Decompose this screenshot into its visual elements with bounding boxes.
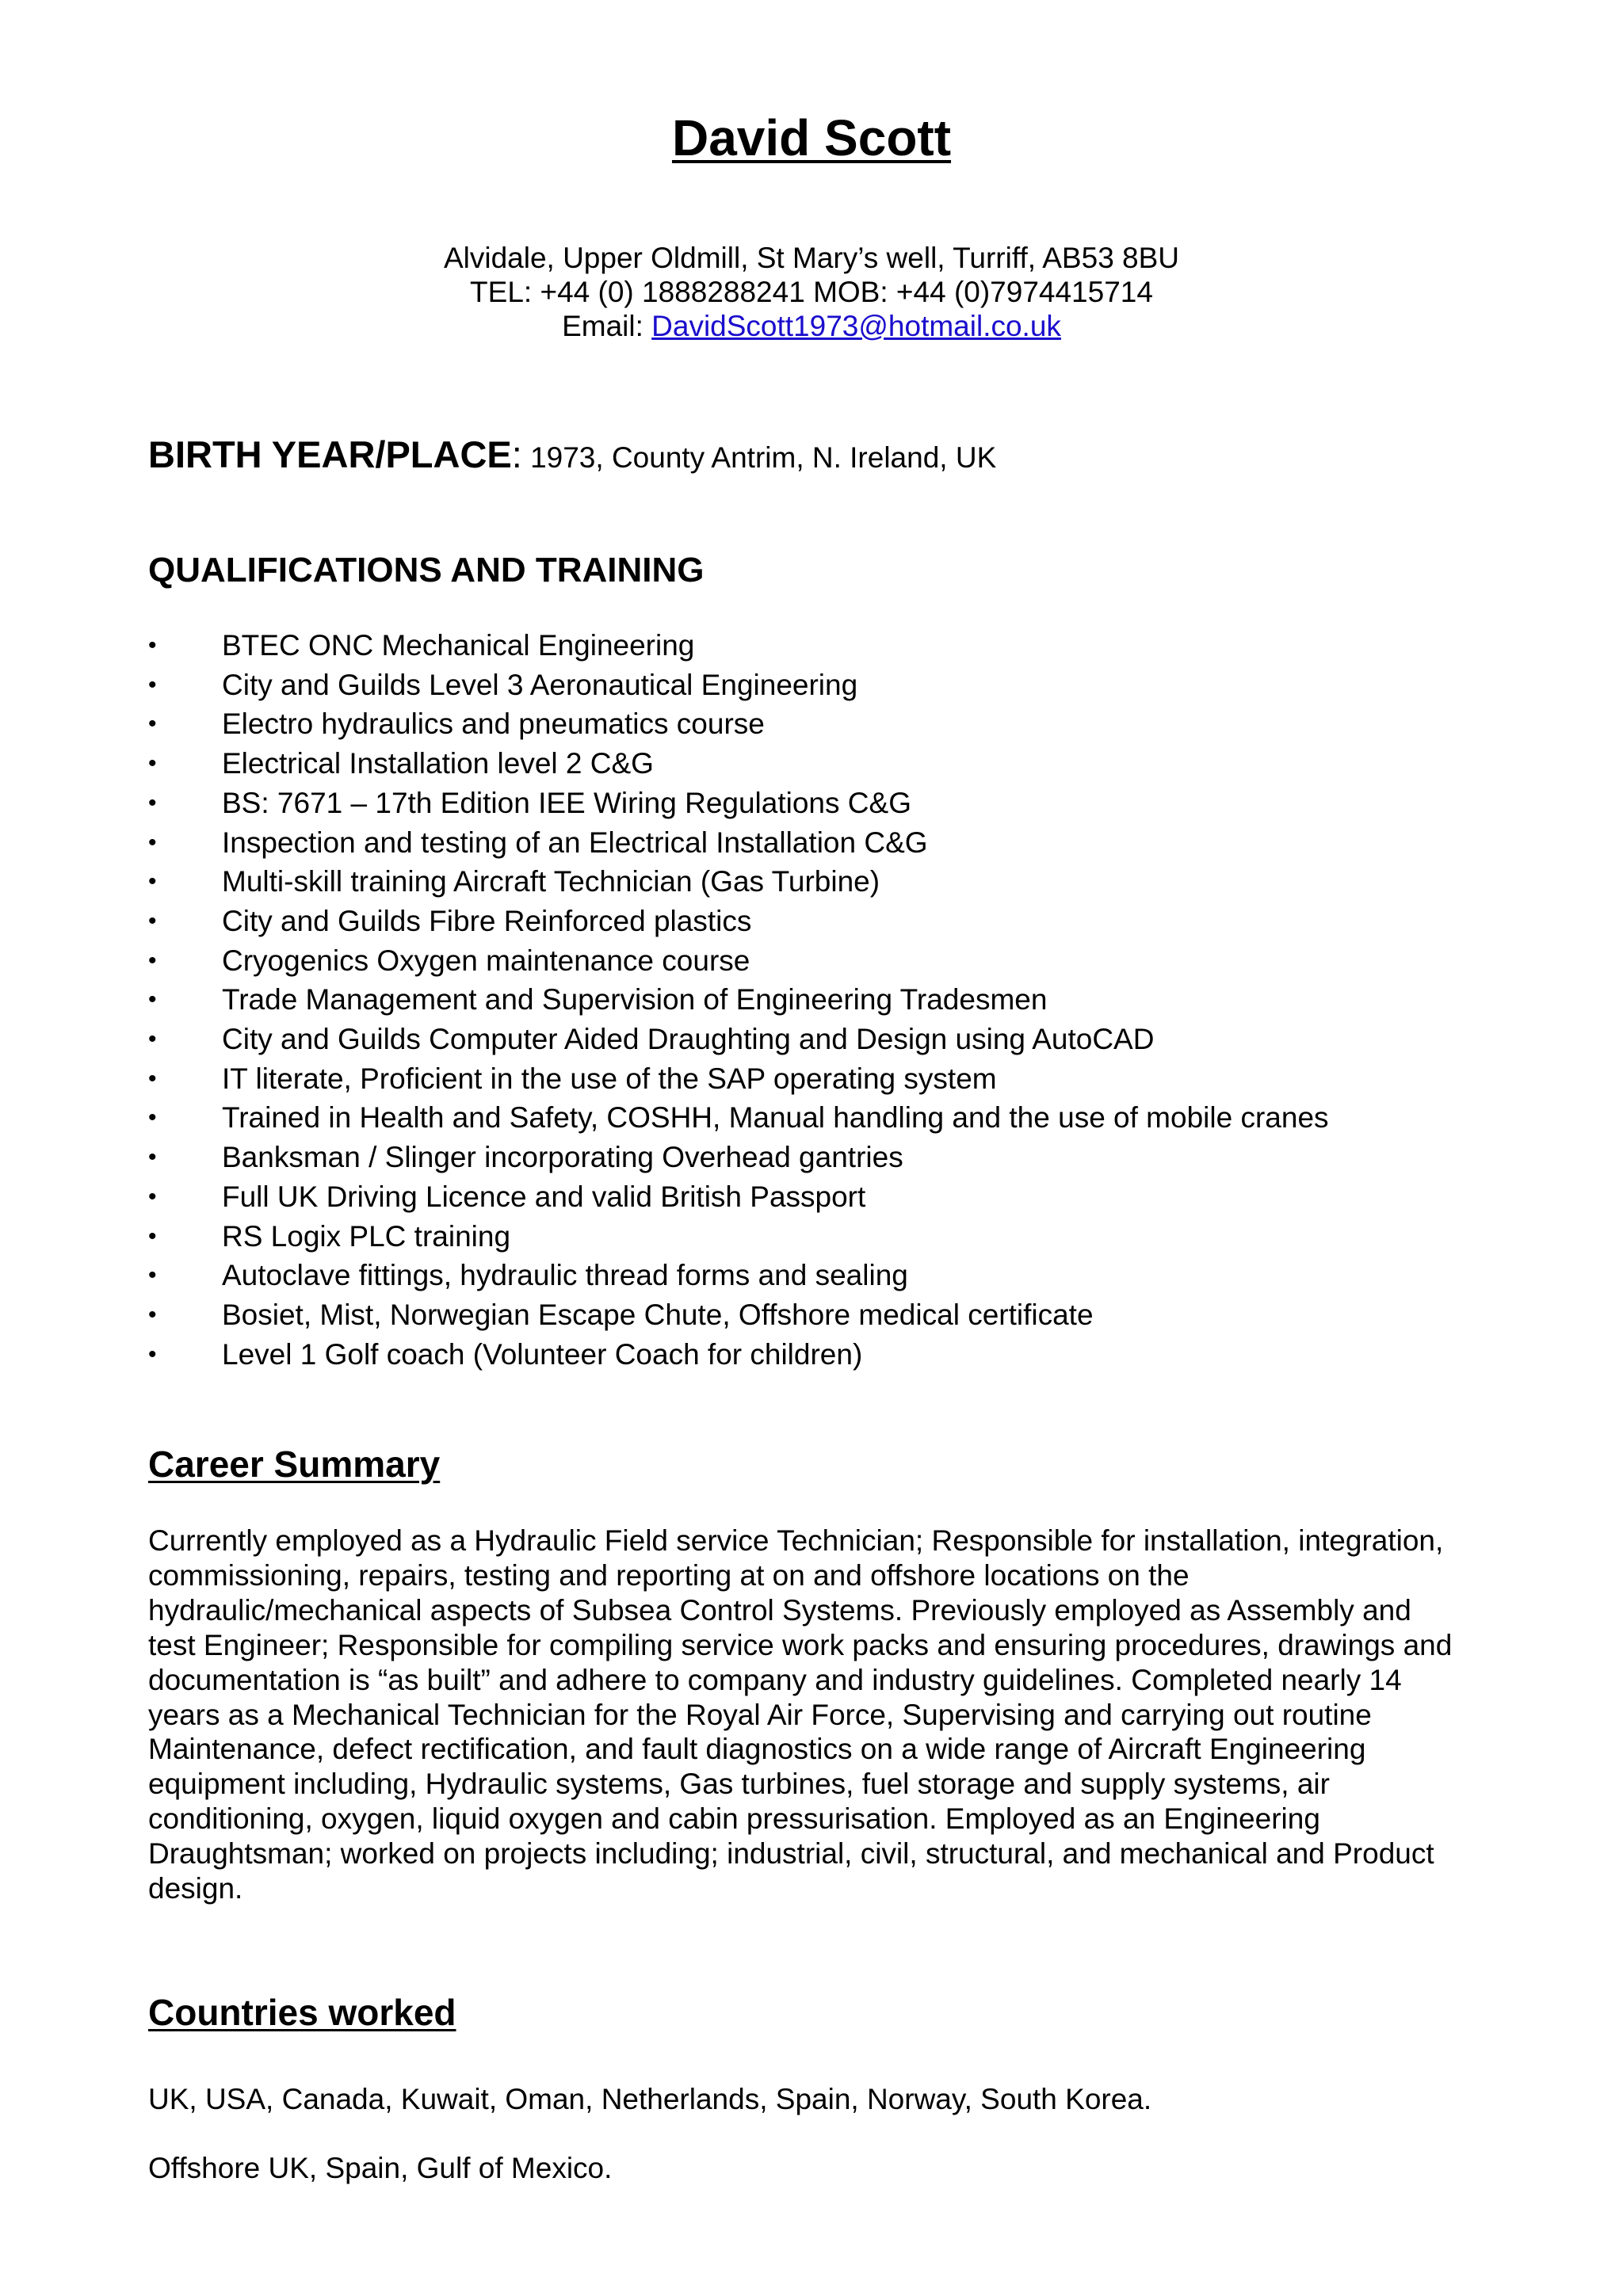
email-label: Email: xyxy=(562,310,652,342)
qualification-text: City and Guilds Computer Aided Draughting and Design using AutoCAD xyxy=(222,1023,1155,1056)
bullet-icon: • xyxy=(148,1262,157,1289)
qualification-text: Electrical Installation level 2 C&G xyxy=(222,747,654,780)
bullet-icon: • xyxy=(148,1026,157,1053)
bullet-icon: • xyxy=(148,671,157,698)
qualification-text: Full UK Driving Licence and valid British Passport xyxy=(222,1180,866,1213)
qualification-item xyxy=(148,1256,1329,1295)
career-summary-line: conditioning, oxygen, liquid oxygen and cabin pressurisation. Employed as an Engineering xyxy=(148,1802,1320,1836)
career-summary-line: documentation is “as built” and adhere to company and industry guidelines. Completed nearly 14 xyxy=(148,1663,1402,1696)
qualification-item xyxy=(148,1020,1329,1059)
career-summary-line: Currently employed as a Hydraulic Field service Technician; Responsible for installation, integration, xyxy=(148,1524,1444,1557)
qualification-item xyxy=(148,784,1329,823)
qualification-text: Trade Management and Supervision of Engineering Tradesmen xyxy=(222,983,1048,1016)
qualification-text: RS Logix PLC training xyxy=(222,1219,511,1253)
qualification-item xyxy=(148,1138,1329,1177)
qualification-text: IT literate, Proficient in the use of the SAP operating system xyxy=(222,1062,997,1095)
qualification-text: Cryogenics Oxygen maintenance course xyxy=(222,944,750,977)
career-summary-line: design. xyxy=(148,1872,243,1905)
qualification-text: Electro hydraulics and pneumatics course xyxy=(222,707,765,741)
qualification-item xyxy=(148,704,1329,744)
email-link[interactable]: DavidScott1973@hotmail.co.uk xyxy=(651,310,1061,342)
qualification-item xyxy=(148,902,1329,941)
career-summary-line: commissioning, repairs, testing and reporting at on and offshore locations on the xyxy=(148,1558,1190,1592)
qualification-item xyxy=(148,941,1329,981)
qualifications-heading: QUALIFICATIONS AND TRAINING xyxy=(148,551,705,589)
qualification-item xyxy=(148,744,1329,784)
bullet-icon: • xyxy=(148,1341,157,1367)
qualification-item xyxy=(148,1098,1329,1138)
bullet-icon: • xyxy=(148,789,157,816)
qualification-text: BS: 7671 – 17th Edition IEE Wiring Regulations C&G xyxy=(222,786,911,819)
qualification-text: BTEC ONC Mechanical Engineering xyxy=(222,629,695,662)
qualification-text: Banksman / Slinger incorporating Overhead gantries xyxy=(222,1141,903,1174)
birth-label: BIRTH YEAR/PLACE xyxy=(148,433,512,475)
career-summary-line: years as a Mechanical Technician for the Royal Air Force, Supervising and carrying out routine xyxy=(148,1698,1372,1731)
qualification-text: Level 1 Golf coach (Volunteer Coach for children) xyxy=(222,1337,863,1371)
qualification-item xyxy=(148,1335,1329,1375)
career-summary-line: Maintenance, defect rectification, and fault diagnostics on a wide range of Aircraft Engineering xyxy=(148,1733,1366,1766)
qualification-text: Autoclave fittings, hydraulic thread forms and sealing xyxy=(222,1259,908,1292)
birth-value: 1973, County Antrim, N. Ireland, UK xyxy=(521,441,997,474)
career-summary-line: Draughtsman; worked on projects including; industrial, civil, structural, and mechanical and Product xyxy=(148,1837,1434,1871)
qualification-item xyxy=(148,823,1329,863)
countries-worked-heading: Countries worked xyxy=(148,1992,456,2033)
bullet-icon: • xyxy=(148,1222,157,1249)
contact-block xyxy=(0,241,1623,343)
qualification-text: City and Guilds Level 3 Aeronautical Engineering xyxy=(222,668,858,701)
qualification-text: Bosiet, Mist, Norwegian Escape Chute, Offshore medical certificate xyxy=(222,1298,1094,1331)
career-summary-line: hydraulic/mechanical aspects of Subsea Control Systems. Previously employed as Assembly and xyxy=(148,1593,1411,1627)
qualification-item xyxy=(148,626,1329,666)
career-summary-line: test Engineer; Responsible for compiling service work packs and ensuring procedures, drawings and xyxy=(148,1628,1453,1661)
bullet-icon: • xyxy=(148,1065,157,1092)
bullet-icon: • xyxy=(148,986,157,1013)
career-summary-line: equipment including, Hydraulic systems, Gas turbines, fuel storage and supply systems, air xyxy=(148,1768,1330,1801)
qualification-text: City and Guilds Fibre Reinforced plastics xyxy=(222,904,752,937)
contact-address: Alvidale, Upper Oldmill, St Mary’s well, Turriff, AB53 8BU xyxy=(443,242,1180,274)
bullet-icon: • xyxy=(148,907,157,934)
offshore-countries-list: Offshore UK, Spain, Gulf of Mexico. xyxy=(148,2152,613,2184)
qualification-text: Trained in Health and Safety, COSHH, Manual handling and the use of mobile cranes xyxy=(222,1101,1329,1135)
bullet-icon: • xyxy=(148,868,157,895)
qualification-item xyxy=(148,1177,1329,1217)
qualification-item xyxy=(148,980,1329,1020)
bullet-icon: • xyxy=(148,1104,157,1131)
bullet-icon: • xyxy=(148,947,157,974)
bullet-icon: • xyxy=(148,829,157,856)
bullet-icon: • xyxy=(148,711,157,738)
contact-phones: TEL: +44 (0) 1888288241 MOB: +44 (0)7974415714 xyxy=(470,276,1153,308)
bullet-icon: • xyxy=(148,632,157,658)
birth-line xyxy=(148,431,996,488)
qualifications-list xyxy=(148,626,1329,1374)
contact-email-line xyxy=(0,309,1623,343)
qualification-item xyxy=(148,1059,1329,1099)
qualification-item xyxy=(148,862,1329,902)
qualification-text: Inspection and testing of an Electrical Installation C&G xyxy=(222,826,928,859)
qualification-item xyxy=(148,1295,1329,1335)
bullet-icon: • xyxy=(148,750,157,777)
qualification-item xyxy=(148,666,1329,705)
qualification-item xyxy=(148,1217,1329,1257)
cv-name-title: David Scott xyxy=(671,109,952,166)
qualification-text: Multi-skill training Aircraft Technician (Gas Turbine) xyxy=(222,865,880,898)
bullet-icon: • xyxy=(148,1144,157,1171)
birth-colon: : xyxy=(511,433,522,475)
bullet-icon: • xyxy=(148,1301,157,1328)
career-summary-heading: Career Summary xyxy=(148,1444,441,1485)
countries-list: UK, USA, Canada, Kuwait, Oman, Netherlands, Spain, Norway, South Korea. xyxy=(148,2083,1152,2115)
bullet-icon: • xyxy=(148,1183,157,1210)
career-summary-text xyxy=(148,1524,1495,1906)
